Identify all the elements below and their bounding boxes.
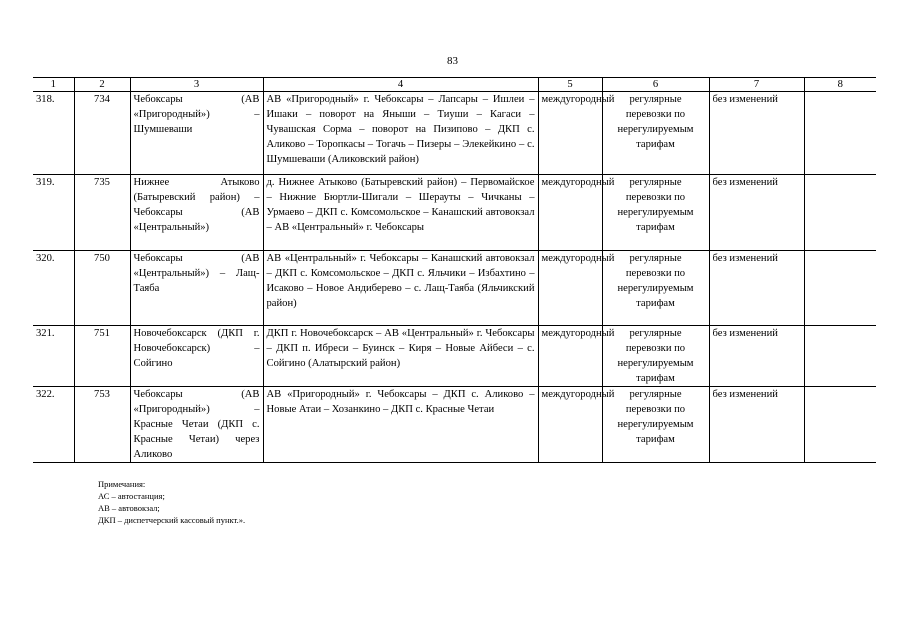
extra-cell	[804, 251, 876, 326]
row-number: 318.	[33, 92, 74, 175]
route-code: 751	[74, 326, 130, 387]
route-path: ДКП г. Новочебоксарск – АВ «Центральный» г. Чебоксары – ДКП п. Ибреси – Буинск – Киря – Новые Айбеси – с. Сойгино (Алатырский район)	[263, 326, 538, 387]
note-item: ДКП – диспетчерский кассовый пункт.».	[98, 515, 246, 525]
change-status: без изменений	[709, 175, 804, 251]
note-item: АС – автостанция;	[98, 491, 165, 501]
table-row	[33, 326, 876, 387]
route-path: АВ «Пригородный» г. Чебоксары – ДКП с. Аликово – Новые Атаи – Хозанкино – ДКП с. Красные Четаи	[263, 387, 538, 463]
row-number: 322.	[33, 387, 74, 463]
route-name: Чебоксары (АВ «Центральный») – Лащ-Таяба	[130, 251, 263, 326]
extra-cell	[804, 326, 876, 387]
table-row	[33, 175, 876, 251]
transport-type: регулярные перевозки по нерегулируемым тарифам	[602, 175, 709, 251]
route-type: междугородный	[538, 92, 602, 175]
column-header: 6	[602, 78, 709, 92]
notes-title: Примечания:	[98, 479, 146, 489]
route-type: междугородный	[538, 251, 602, 326]
table-row	[33, 387, 876, 463]
column-header: 7	[709, 78, 804, 92]
change-status: без изменений	[709, 326, 804, 387]
route-code: 753	[74, 387, 130, 463]
row-number: 319.	[33, 175, 74, 251]
table-row	[33, 92, 876, 175]
notes-block	[98, 478, 245, 526]
transport-type: регулярные перевозки по нерегулируемым тарифам	[602, 251, 709, 326]
routes-table	[33, 77, 876, 463]
extra-cell	[804, 175, 876, 251]
row-number: 321.	[33, 326, 74, 387]
route-name: Нижнее Атыково (Батыревский район) – Чебоксары (АВ «Центральный»)	[130, 175, 263, 251]
change-status: без изменений	[709, 92, 804, 175]
table-header-row	[33, 78, 876, 92]
route-name: Чебоксары (АВ «Пригородный») – Шумшеваши	[130, 92, 263, 175]
route-code: 734	[74, 92, 130, 175]
transport-type: регулярные перевозки по нерегулируемым тарифам	[602, 92, 709, 175]
note-item: АВ – автовокзал;	[98, 503, 160, 513]
column-header: 2	[74, 78, 130, 92]
column-header: 3	[130, 78, 263, 92]
route-name: Чебоксары (АВ «Пригородный») – Красные Четаи (ДКП с. Красные Четаи) через Аликово	[130, 387, 263, 463]
route-path: АВ «Пригородный» г. Чебоксары – Лапсары – Ишлеи – Ишаки – поворот на Яныши – Тиуши – Кагаси – Чувашская Сорма – поворот на Пизипово – ДКП с. Аликово – Торопкасы – Тогачь – Пизеры – Элекейкино – с. Шумшеваши (Аликовский район)	[263, 92, 538, 175]
column-header: 8	[804, 78, 876, 92]
column-header: 4	[263, 78, 538, 92]
route-code: 750	[74, 251, 130, 326]
extra-cell	[804, 92, 876, 175]
route-code: 735	[74, 175, 130, 251]
column-header: 5	[538, 78, 602, 92]
change-status: без изменений	[709, 251, 804, 326]
route-name: Новочебоксарск (ДКП г. Новочебоксарск) – Сойгино	[130, 326, 263, 387]
route-path: д. Нижнее Атыково (Батыревский район) – Первомайское – Нижние Бюртли-Шигали – Шерауты – Чичканы – Урмаево – ДКП с. Комсомольское – Канашский автовокзал – АВ «Центральный» г. Чебоксары	[263, 175, 538, 251]
table-row	[33, 251, 876, 326]
extra-cell	[804, 387, 876, 463]
row-number: 320.	[33, 251, 74, 326]
route-type: междугородный	[538, 326, 602, 387]
page-number: 83	[447, 55, 458, 67]
transport-type: регулярные перевозки по нерегулируемым тарифам	[602, 387, 709, 463]
route-path: АВ «Центральный» г. Чебоксары – Канашский автовокзал – ДКП с. Комсомольское – ДКП с. Яльчики – Избахтино – Исаково – Новое Андиберево – с. Лащ-Таяба (Яльчикский район)	[263, 251, 538, 326]
route-type: междугородный	[538, 387, 602, 463]
route-type: междугородный	[538, 175, 602, 251]
change-status: без изменений	[709, 387, 804, 463]
column-header: 1	[33, 78, 74, 92]
transport-type: регулярные перевозки по нерегулируемым тарифам	[602, 326, 709, 387]
